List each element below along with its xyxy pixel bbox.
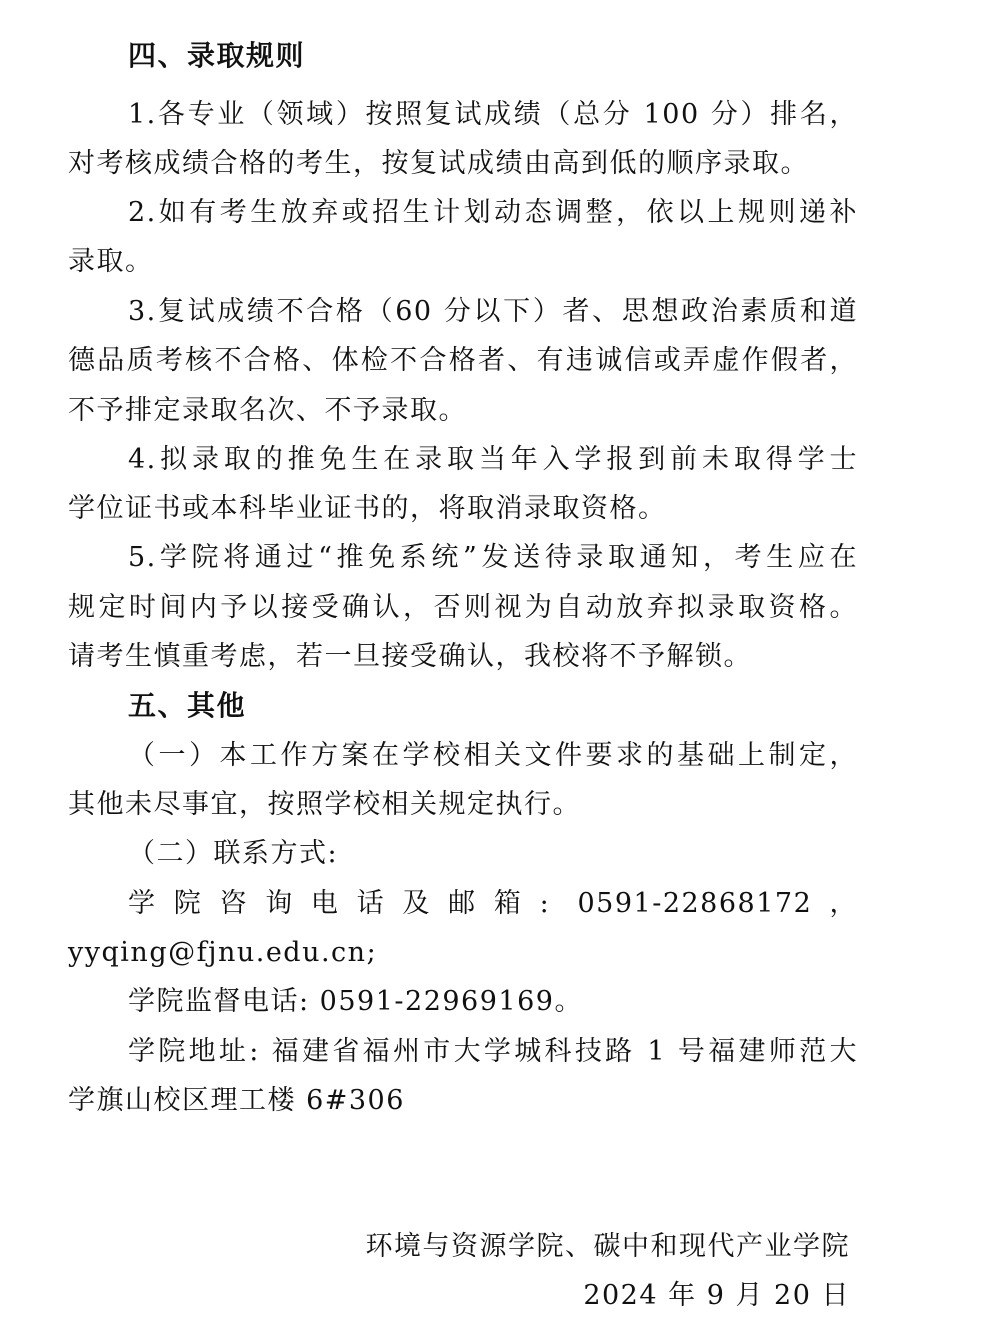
rule-3-line-1: 3.复试成绩不合格（60 分以下）者、思想政治素质和道: [128, 296, 858, 327]
rule-2-line-1: 2.如有考生放弃或招生计划动态调整，依以上规则递补: [128, 197, 858, 228]
section-heading-other: 五、其他: [128, 689, 247, 722]
rule-2-line-2: 录取。: [68, 246, 154, 277]
signature-date: 2024 年 9 月 20 日: [583, 1280, 850, 1311]
contact-heading: （二）联系方式:: [128, 838, 339, 869]
signature-organization: 环境与资源学院、碳中和现代产业学院: [365, 1231, 850, 1262]
consult-email: yyqing@fjnu.edu.cn;: [68, 937, 378, 968]
supervision-phone: 学院监督电话: 0591-22969169。: [128, 986, 583, 1017]
consult-phone-email-line: 学院咨询电话及邮箱: 0591-22868172，: [128, 888, 858, 919]
address-line-2: 学旗山校区理工楼 6#306: [68, 1085, 405, 1116]
rule-1-line-1: 1.各专业（领域）按照复试成绩（总分 100 分）排名，: [128, 99, 858, 130]
other-item-1-line-2: 其他未尽事宜，按照学校相关规定执行。: [68, 789, 581, 820]
rule-3-line-2: 德品质考核不合格、体检不合格者、有违诚信或弄虚作假者，: [68, 345, 858, 376]
rule-5-line-2: 规定时间内予以接受确认，否则视为自动放弃拟录取资格。: [68, 592, 858, 623]
rule-4-line-2: 学位证书或本科毕业证书的，将取消录取资格。: [68, 493, 667, 524]
other-item-1-line-1: （一）本工作方案在学校相关文件要求的基础上制定，: [128, 740, 858, 771]
section-heading-admission-rules: 四、录取规则: [128, 39, 306, 72]
rule-5-line-1: 5.学院将通过“推免系统”发送待录取通知，考生应在: [128, 542, 858, 573]
rule-1-line-2: 对考核成绩合格的考生，按复试成绩由高到低的顺序录取。: [68, 148, 809, 179]
rule-3-line-3: 不予排定录取名次、不予录取。: [68, 395, 467, 426]
rule-4-line-1: 4.拟录取的推免生在录取当年入学报到前未取得学士: [128, 444, 858, 475]
address-line-1: 学院地址: 福建省福州市大学城科技路 1 号福建师范大: [128, 1036, 858, 1067]
rule-5-line-3: 请考生慎重考虑，若一旦接受确认，我校将不予解锁。: [68, 641, 752, 672]
